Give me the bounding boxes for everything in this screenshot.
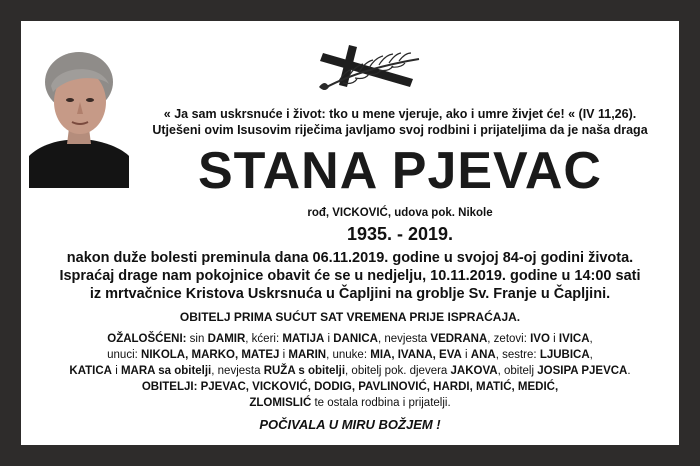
funeral-time: Ispraćaj drage nam pokojnice obavit će se u nedjelju, 10.11.2019. godine u 14:00 sati — [59, 268, 641, 284]
mourner-text: i — [461, 349, 471, 361]
mourner-name: OBITELJI: PJEVAC, VICKOVIĆ, DODIG, PAVLINOVIĆ, HARDI, MATIĆ, MEDIĆ, — [141, 381, 559, 393]
rest-in-peace: POČIVALA U MIRU BOŽJEM ! — [259, 417, 441, 432]
deceased-name: STANA PJEVAC — [198, 142, 602, 200]
mourner-text: i — [549, 333, 559, 345]
mourner-text: , — [589, 349, 593, 361]
mourner-text: , obitelj pok. djevera — [345, 365, 451, 377]
mourners-line — [21, 381, 679, 393]
mourner-name: VEDRANA — [430, 333, 488, 345]
mourner-name: IVO — [530, 333, 550, 345]
mourner-name: IVICA — [558, 333, 590, 345]
mourner-name: JOSIPA PJEVCA — [537, 365, 628, 377]
mourner-name: ANA — [470, 349, 496, 361]
mourners-line — [21, 349, 679, 361]
mourner-name: MARA sa obitelji — [120, 365, 212, 377]
mourner-name: ZLOMISLIĆ — [249, 397, 312, 409]
mourner-name: MATIJA — [282, 333, 325, 345]
mourner-text: i — [279, 349, 289, 361]
mourner-name: KATICA — [69, 365, 112, 377]
scripture-quote: « Ja sam uskrsnuće i život: tko u mene vjeruje, ako i umre živjet će! « (IV 11,26). — [163, 107, 637, 121]
announcement-text: Utješeni ovim Isusovim riječima javljamo svoj rodbini i prijateljima da je naša draga — [152, 123, 648, 137]
mourner-text: , sestre: — [495, 349, 540, 361]
mourners-line — [21, 397, 679, 409]
mourner-text: , obitelj — [497, 365, 538, 377]
mourner-text: , nevjesta — [377, 333, 431, 345]
death-details: nakon duže bolesti preminula dana 06.11.2019. godine u svojoj 84-oj godini života. — [66, 250, 634, 266]
mourner-text: sin — [186, 333, 208, 345]
mourner-name: MIA, IVANA, EVA — [370, 349, 462, 361]
mourner-text: , kćeri: — [245, 333, 283, 345]
mourner-name: NIKOLA, MARKO, MATEJ — [141, 349, 280, 361]
mourner-text: te ostala rodbina i prijatelji. — [311, 397, 451, 409]
portrait-image — [29, 48, 129, 188]
cross-with-palm-icon — [309, 39, 429, 97]
mourners-line — [21, 365, 679, 377]
mourner-name: MARIN — [288, 349, 327, 361]
mourners-line — [21, 333, 679, 345]
mourner-text: , nevjesta — [211, 365, 264, 377]
mourner-text: , unuke: — [326, 349, 371, 361]
mourner-text: . — [627, 365, 631, 377]
portrait-photo — [29, 48, 129, 188]
mourner-name: DANICA — [333, 333, 378, 345]
mourner-name: OŽALOŠĆENI: — [107, 333, 187, 345]
maiden-name-info: rođ, VICKOVIĆ, udova pok. Nikole — [307, 207, 493, 219]
mourner-text: , — [589, 333, 593, 345]
life-years: 1935. - 2019. — [346, 224, 454, 244]
mourner-text: i — [324, 333, 334, 345]
mourner-text: i — [112, 365, 121, 377]
condolences-note: OBITELJ PRIMA SUĆUT SAT VREMENA PRIJE ISPRAĆAJA. — [179, 310, 521, 324]
obituary-card — [21, 21, 679, 445]
mourner-name: DAMIR — [207, 333, 246, 345]
mourner-name: JAKOVA — [450, 365, 498, 377]
mourner-name: LJUBICA — [539, 349, 590, 361]
funeral-location: iz mrtvačnice Kristova Uskrsnuća u Čapljini na groblje Sv. Franje u Čapljini. — [89, 286, 611, 302]
mourner-text: unuci: — [107, 349, 142, 361]
mourner-text: , zetovi: — [487, 333, 531, 345]
mourner-name: RUŽA s obitelji — [263, 365, 346, 377]
